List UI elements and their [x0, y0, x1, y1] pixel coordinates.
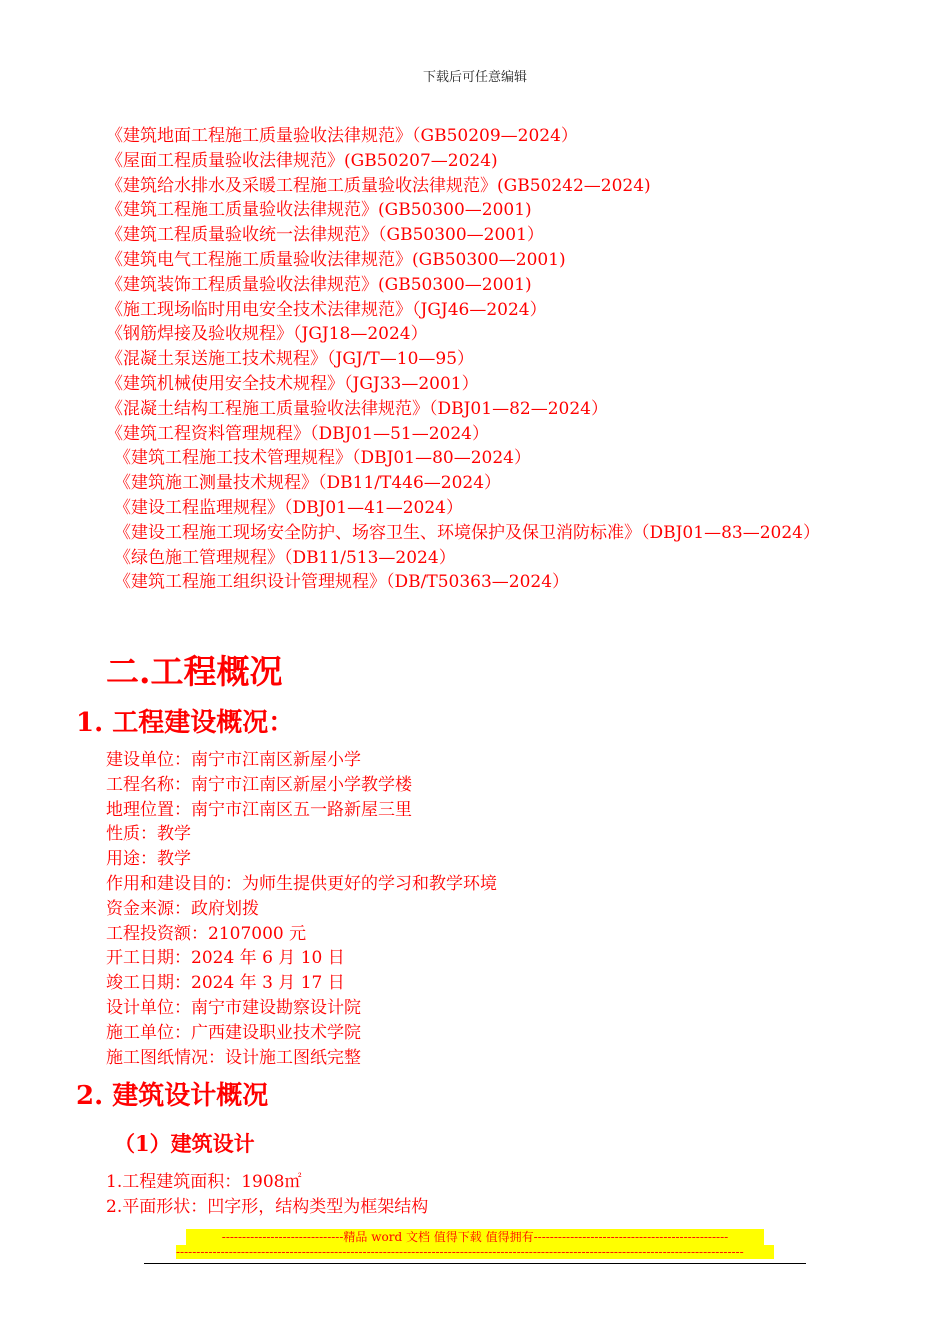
project-info-line: 施工单位：广西建设职业技术学院	[106, 1022, 361, 1043]
design-info-line: 1.工程建筑面积：1908㎡	[106, 1172, 302, 1192]
project-info-line: 施工图纸情况：设计施工图纸完整	[106, 1047, 361, 1068]
standard-item: 《屋面工程质量验收法律规范》(GB50207—2024)	[106, 150, 498, 171]
standard-item: 《建筑装饰工程质量验收法律规范》(GB50300—2001)	[106, 274, 532, 295]
project-info-line: 工程投资额：2107000 元	[106, 923, 307, 944]
project-info-line: 竣工日期：2024 年 3 月 17 日	[106, 973, 345, 994]
standard-item: 《混凝土结构工程施工质量验收法律规范》（DBJ01—82—2024）	[106, 398, 608, 419]
standard-item: 《建筑电气工程施工质量验收法律规范》(GB50300—2001)	[106, 249, 566, 270]
standard-item: 《建筑地面工程施工质量验收法律规范》（GB50209—2024）	[106, 126, 578, 146]
page-header-note: 下载后可任意编辑	[422, 70, 527, 85]
standard-item: 《建筑工程施工技术管理规程》（DBJ01—80—2024）	[114, 448, 531, 469]
footer-dashes: --------------------------------------------------------------------------------------------------------------------------------------------	[176, 1245, 774, 1259]
project-info-line: 性质：教学	[106, 824, 191, 845]
standards-list	[106, 124, 866, 595]
standard-item: 《施工现场临时用电安全技术法律规范》（JGJ46—2024）	[106, 299, 547, 320]
design-info-line: 2.平面形状：凹字形，结构类型为框架结构	[106, 1197, 429, 1217]
subheading-construction-overview: 1. 工程建设概况：	[76, 708, 295, 738]
footer-banner: ------------------------------精品 word 文档 值得下载 值得拥有------------------------------------------------	[186, 1229, 764, 1245]
standard-item: 《绿色施工管理规程》（DB11/513—2024）	[114, 547, 456, 568]
standard-item: 《建筑机械使用安全技术规程》（JGJ33—2001）	[106, 373, 479, 394]
standard-item: 《建设工程监理规程》（DBJ01—41—2024）	[114, 497, 463, 518]
footer-divider	[144, 1263, 806, 1264]
standard-item: 《建筑施工测量技术规程》（DB11/T446—2024）	[114, 473, 502, 494]
project-info-line: 地理位置：南宁市江南区五一路新屋三里	[106, 799, 412, 820]
design-info-list	[106, 1170, 806, 1220]
standard-item: 《建筑工程质量验收统一法律规范》（GB50300—2001）	[106, 225, 544, 246]
project-info-line: 资金来源：政府划拨	[106, 898, 259, 919]
standard-item: 《钢筋焊接及验收规程》（JGJ18—2024）	[106, 324, 428, 345]
project-info-line: 建设单位：南宁市江南区新屋小学	[106, 750, 361, 770]
project-info-line: 设计单位：南宁市建设勘察设计院	[106, 997, 361, 1018]
standard-item: 《建筑工程资料管理规程》（DBJ01—51—2024）	[106, 423, 489, 444]
section-heading-project-overview: 二.工程概况	[106, 652, 283, 691]
project-info-line: 工程名称：南宁市江南区新屋小学教学楼	[106, 774, 412, 795]
project-info-line: 开工日期：2024 年 6 月 10 日	[106, 948, 345, 969]
standard-item: 《建筑工程施工质量验收法律规范》(GB50300—2001)	[106, 200, 532, 221]
standard-item: 《建设工程施工现场安全防护、场容卫生、环境保护及保卫消防标准》（DBJ01—83—2024）	[114, 522, 820, 543]
project-info-line: 作用和建设目的：为师生提供更好的学习和教学环境	[106, 873, 497, 894]
standard-item: 《建筑工程施工组织设计管理规程》（DB/T50363—2024）	[114, 572, 570, 593]
standard-item: 《混凝土泵送施工技术规程》（JGJ/T—10—95）	[106, 349, 475, 370]
subheading-architectural-design-overview: 2. 建筑设计概况	[76, 1081, 269, 1111]
project-info-line: 用途：教学	[106, 849, 191, 870]
subheading-architectural-design: （1）建筑设计	[114, 1131, 255, 1156]
project-info-list	[106, 748, 806, 1070]
standard-item: 《建筑给水排水及采暖工程施工质量验收法律规范》(GB50242—2024)	[106, 175, 651, 196]
